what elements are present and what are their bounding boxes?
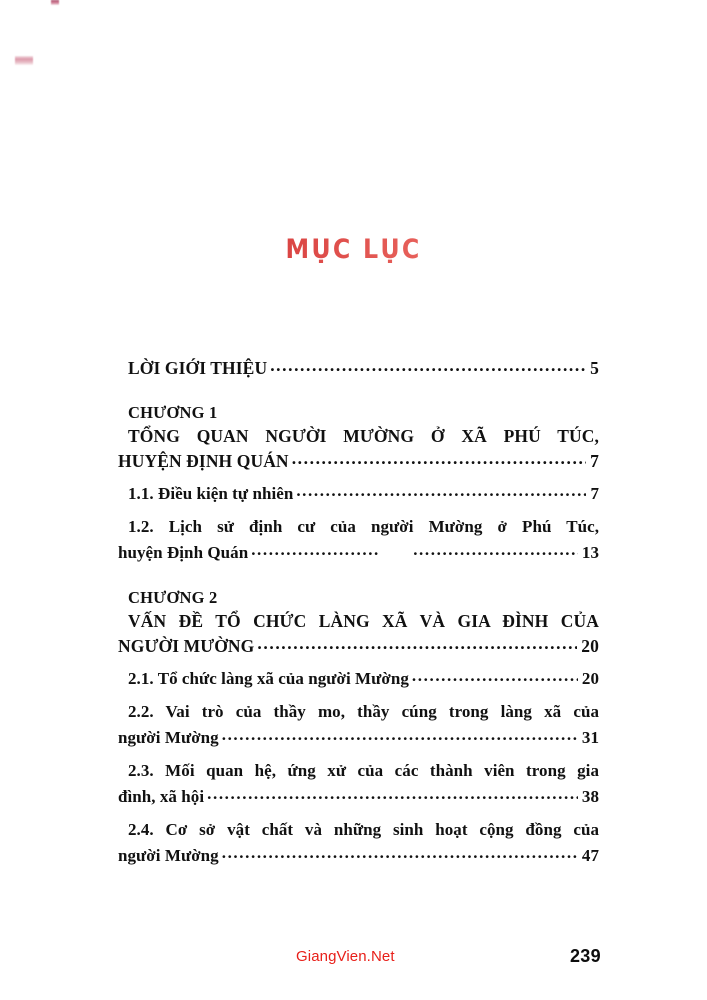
toc-entry-loi-gioi-thieu[interactable]: [118, 356, 599, 381]
dot-leader: [207, 785, 578, 802]
spacer: [118, 381, 599, 401]
toc-entry-text-line2: huyện Định Quán: [118, 543, 249, 562]
dot-leader: [257, 635, 577, 653]
spacer: [118, 692, 599, 699]
toc-entry-chuong-1[interactable]: [118, 401, 599, 474]
toc-entry-text-line1: 2.3. Mối quan hệ, ứng xử của các thành viên trong gia: [128, 761, 599, 780]
toc-page-number: 7: [590, 484, 599, 503]
toc-page-number: 13: [581, 543, 599, 562]
spacer: [118, 810, 599, 817]
chapter-label: CHƯƠNG 1: [128, 403, 218, 422]
dot-leader: [270, 357, 586, 375]
toc-entry-text-line1: 2.4. Cơ sở vật chất và những sinh hoạt cộng đồng của: [128, 820, 599, 839]
toc-entry-section-2-3[interactable]: [118, 758, 599, 810]
spacer: [118, 507, 599, 514]
dot-leader: [251, 541, 379, 558]
scan-artifact-bar: [15, 56, 33, 65]
dot-leader: [292, 450, 586, 468]
toc-entry-text: LỜI GIỚI THIỆU: [128, 358, 268, 378]
toc-entry-text-line1: 1.2. Lịch sử định cư của người Mường ở Phú Túc,: [128, 517, 599, 536]
toc-entry-chuong-2[interactable]: [118, 586, 599, 659]
toc-entry-text-line1: TỔNG QUAN NGƯỜI MƯỜNG Ở XÃ PHÚ TÚC,: [128, 426, 599, 446]
spacer: [118, 659, 599, 666]
toc-entry-section-1-2[interactable]: [118, 514, 599, 566]
chapter-label: CHƯƠNG 2: [128, 588, 218, 607]
spacer: [118, 751, 599, 758]
dot-leader: [413, 541, 578, 558]
dot-leader: [222, 844, 578, 861]
table-of-contents: [118, 356, 599, 869]
toc-entry-text-line2: NGƯỜI MƯỜNG: [118, 636, 255, 656]
toc-page-number: 38: [581, 787, 599, 806]
scan-artifact-mark: [51, 0, 59, 5]
toc-entry-text-line1: 2.2. Vai trò của thầy mo, thầy cúng trong làng xã của: [128, 702, 599, 721]
toc-page-number: 7: [590, 451, 599, 471]
dot-leader: [296, 482, 586, 499]
toc-entry-text-line1: VẤN ĐỀ TỔ CHỨC LÀNG XÃ VÀ GIA ĐÌNH CỦA: [128, 611, 599, 631]
toc-page-number: 47: [581, 846, 599, 865]
watermark: GiangVien.Net: [296, 948, 395, 965]
toc-entry-text-line2: HUYỆN ĐỊNH QUÁN: [118, 451, 289, 471]
toc-entry-section-2-2[interactable]: [118, 699, 599, 751]
toc-page-number: 20: [581, 669, 599, 688]
toc-entry-section-2-4[interactable]: [118, 817, 599, 869]
dot-leader: [412, 667, 578, 684]
dot-leader: [222, 726, 578, 743]
toc-page-number: 20: [581, 636, 599, 656]
toc-page-number: 5: [590, 358, 599, 378]
page-number: 239: [570, 946, 601, 966]
toc-entry-section-2-1[interactable]: [118, 666, 599, 692]
toc-entry-text: 1.1. Điều kiện tự nhiên: [128, 484, 294, 503]
toc-entry-text: 2.1. Tổ chức làng xã của người Mường: [128, 669, 409, 688]
toc-entry-text-line2: người Mường: [118, 846, 219, 865]
toc-page-number: 31: [581, 728, 599, 747]
toc-entry-section-1-1[interactable]: [118, 481, 599, 507]
toc-entry-text-line2: người Mường: [118, 728, 219, 747]
page-title: MỤC LỤC: [42, 236, 664, 263]
spacer: [118, 474, 599, 481]
spacer: [118, 566, 599, 586]
toc-entry-text-line2: đình, xã hội: [118, 787, 205, 806]
